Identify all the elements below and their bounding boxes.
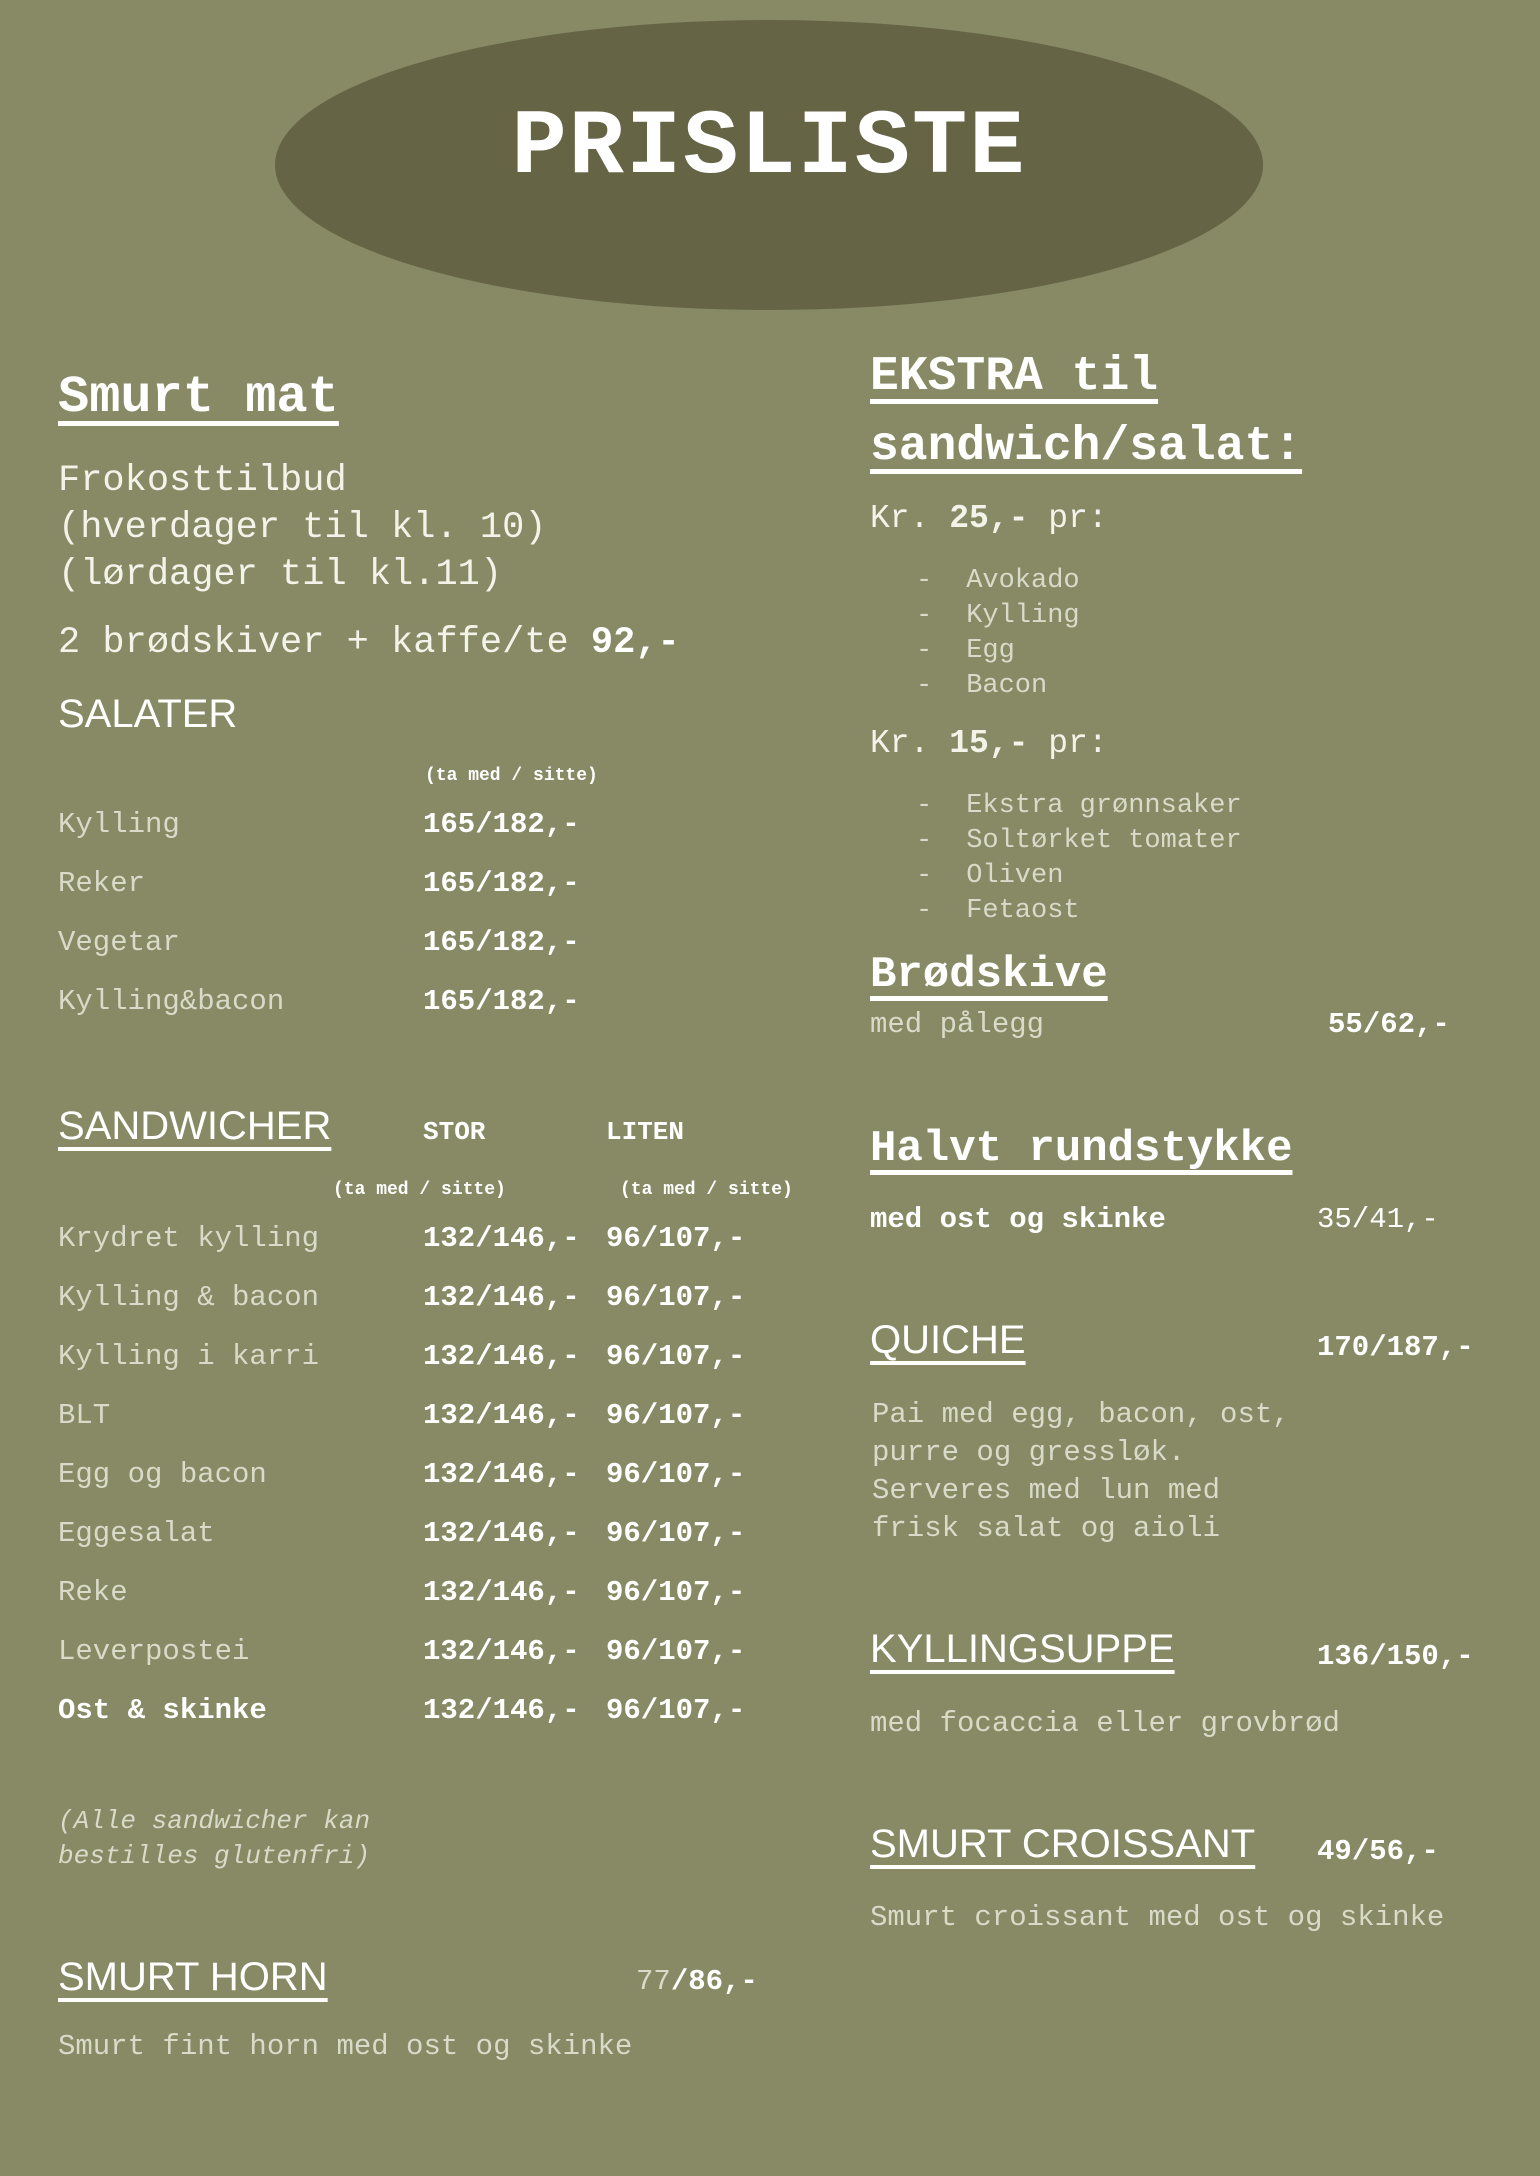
bullet-dash: - — [916, 636, 933, 666]
ekstra-group1-suffix: pr: — [1048, 500, 1108, 537]
brodskive-heading: Brødskive — [870, 950, 1108, 1000]
frokost-offer-text: 2 brødskiver + kaffe/te — [58, 622, 569, 664]
bullet-dash: - — [916, 896, 933, 926]
quiche-desc-line: purre og gressløk. — [872, 1436, 1186, 1469]
quiche-desc-line: frisk salat og aioli — [872, 1512, 1221, 1545]
bullet-dash: - — [916, 861, 933, 891]
sandwich-stor-price: 132/146,- — [423, 1399, 580, 1432]
smurt-mat-heading: Smurt mat — [58, 368, 339, 427]
sandwich-stor-price: 132/146,- — [423, 1222, 580, 1255]
ekstra-list-item: - Oliven — [916, 861, 1064, 891]
brodskive-price: 55/62,- — [1328, 1008, 1450, 1041]
smurt-mat-line: (lørdager til kl.11) — [58, 554, 503, 596]
sandwich-stor-price: 132/146,- — [423, 1458, 580, 1491]
salat-name: Reker — [58, 867, 146, 900]
sandwich-liten-price: 96/107,- — [606, 1694, 746, 1727]
kyllingsuppe-desc: med focaccia eller grovbrød — [870, 1707, 1340, 1740]
ekstra-group2-amount: 15,- — [949, 725, 1029, 762]
ekstra-list-item: - Soltørket tomater — [916, 826, 1242, 856]
sandwich-name: Leverpostei — [58, 1635, 250, 1668]
kyllingsuppe-price: 136/150,- — [1317, 1640, 1474, 1673]
salat-price: 165/182,- — [423, 926, 580, 959]
bullet-dash: - — [916, 791, 933, 821]
sandwich-liten-price: 96/107,- — [606, 1517, 746, 1550]
brodskive-desc: med pålegg — [870, 1008, 1045, 1041]
quiche-price: 170/187,- — [1317, 1331, 1474, 1364]
ekstra-list-item: - Avokado — [916, 566, 1080, 596]
ekstra-group1-price — [870, 500, 1108, 537]
salat-name: Vegetar — [58, 926, 180, 959]
salat-name: Kylling&bacon — [58, 985, 285, 1018]
smurt-croissant-heading: SMURT CROISSANT — [870, 1822, 1256, 1866]
bullet-dash: - — [916, 826, 933, 856]
salat-price: 165/182,- — [423, 867, 580, 900]
smurt-horn-heading: SMURT HORN — [58, 1955, 328, 1999]
sandwich-name: Ost & skinke — [58, 1694, 267, 1727]
salat-price: 165/182,- — [423, 985, 580, 1018]
ekstra-group1-prefix: Kr. — [870, 500, 930, 537]
salat-price: 165/182,- — [423, 808, 580, 841]
smurt-croissant-desc: Smurt croissant med ost og skinke — [870, 1901, 1445, 1934]
halvt-rundstykke-price: 35/41,- — [1317, 1203, 1439, 1236]
salater-price-note: (ta med / sitte) — [425, 766, 598, 786]
halvt-rundstykke-desc: med ost og skinke — [870, 1203, 1166, 1236]
liten-price-note: (ta med / sitte) — [620, 1180, 793, 1200]
ekstra-group2-suffix: pr: — [1048, 725, 1108, 762]
sandwich-name: Kylling i karri — [58, 1340, 320, 1373]
sandwich-liten-price: 96/107,- — [606, 1635, 746, 1668]
bullet-dash: - — [916, 601, 933, 631]
salater-heading: SALATER — [58, 692, 238, 736]
sandwich-liten-price: 96/107,- — [606, 1281, 746, 1314]
smurt-mat-line: Frokosttilbud — [58, 460, 347, 502]
page-title: PRISLISTE — [511, 95, 1027, 200]
sandwich-name: BLT — [58, 1399, 111, 1432]
sandwich-liten-price: 96/107,- — [606, 1576, 746, 1609]
sandwich-stor-price: 132/146,- — [423, 1576, 580, 1609]
smurt-croissant-price: 49/56,- — [1317, 1835, 1439, 1868]
ekstra-heading-line1: EKSTRA til — [870, 350, 1159, 404]
frokost-offer-price: 92,- — [590, 622, 680, 664]
halvt-rundstykke-heading: Halvt rundstykke — [870, 1124, 1293, 1174]
ekstra-group1-amount: 25,- — [949, 500, 1029, 537]
ekstra-list-item: - Ekstra grønnsaker — [916, 791, 1242, 821]
sandwich-liten-price: 96/107,- — [606, 1399, 746, 1432]
bullet-dash: - — [916, 566, 933, 596]
sandwich-name: Egg og bacon — [58, 1458, 267, 1491]
smurt-horn-price — [636, 1965, 758, 1998]
ekstra-group2-prefix: Kr. — [870, 725, 930, 762]
sandwich-stor-price: 132/146,- — [423, 1517, 580, 1550]
sandwich-stor-price: 132/146,- — [423, 1281, 580, 1314]
ekstra-group2-price — [870, 725, 1108, 762]
gluten-note: (Alle sandwicher kan bestilles glutenfri) — [58, 1806, 371, 1871]
quiche-desc-line: Pai med egg, bacon, ost, — [872, 1398, 1290, 1431]
sandwich-name: Krydret kylling — [58, 1222, 320, 1255]
sandwich-liten-price: 96/107,- — [606, 1222, 746, 1255]
ekstra-list-item: - Kylling — [916, 601, 1080, 631]
bullet-dash: - — [916, 671, 933, 701]
sandwich-liten-price: 96/107,- — [606, 1458, 746, 1491]
smurt-horn-price-b: /86,- — [670, 1965, 758, 1998]
ekstra-list-item: - Egg — [916, 636, 1015, 666]
smurt-horn-price-a: 77 — [636, 1965, 671, 1998]
frokost-offer — [58, 622, 680, 664]
ekstra-list-item: - Fetaost — [916, 896, 1080, 926]
sandwich-name: Eggesalat — [58, 1517, 215, 1550]
sandwicher-heading: SANDWICHER — [58, 1104, 332, 1148]
stor-price-note: (ta med / sitte) — [333, 1180, 506, 1200]
ekstra-heading-line2: sandwich/salat: — [870, 420, 1303, 474]
col-stor: STOR — [423, 1117, 486, 1147]
quiche-heading: QUICHE — [870, 1318, 1026, 1362]
salat-name: Kylling — [58, 808, 180, 841]
smurt-mat-line: (hverdager til kl. 10) — [58, 507, 547, 549]
sandwich-stor-price: 132/146,- — [423, 1635, 580, 1668]
kyllingsuppe-heading: KYLLINGSUPPE — [870, 1627, 1175, 1671]
sandwich-stor-price: 132/146,- — [423, 1340, 580, 1373]
col-liten: LITEN — [606, 1117, 685, 1147]
sandwich-liten-price: 96/107,- — [606, 1340, 746, 1373]
quiche-desc-line: Serveres med lun med — [872, 1474, 1221, 1507]
sandwich-name: Kylling & bacon — [58, 1281, 320, 1314]
smurt-horn-desc: Smurt fint horn med ost og skinke — [58, 2030, 633, 2063]
ekstra-list-item: - Bacon — [916, 671, 1048, 701]
sandwich-name: Reke — [58, 1576, 128, 1609]
sandwich-stor-price: 132/146,- — [423, 1694, 580, 1727]
